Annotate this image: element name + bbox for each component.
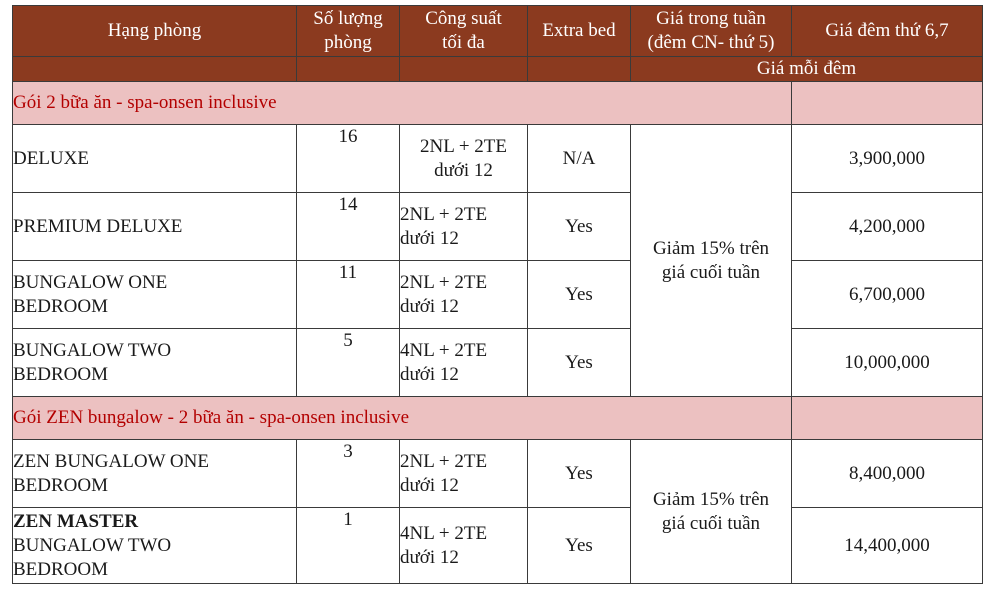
- header-capacity-line-1: Công suất: [425, 8, 502, 29]
- room-name-bold: ZEN MASTER: [13, 510, 139, 532]
- room-name-line: BUNGALOW TWO: [13, 339, 172, 361]
- subheader-row: [13, 57, 983, 82]
- room-name-line: BUNGALOW TWO: [13, 534, 172, 556]
- header-room-count: [297, 6, 400, 57]
- room-rate-table: [12, 5, 983, 584]
- room-name: [13, 125, 297, 193]
- room-name: [13, 193, 297, 261]
- room-qty: 5: [297, 329, 400, 397]
- subheader-price-per-night: Giá mỗi đêm: [631, 57, 983, 82]
- room-capacity-line: 4NL + 2TE: [400, 339, 488, 361]
- room-capacity: [400, 125, 528, 193]
- room-name-line: BEDROOM: [13, 363, 109, 385]
- header-weekday-price-line-2: (đêm CN- thứ 5): [647, 32, 775, 53]
- weekday-discount: [631, 125, 792, 397]
- header-capacity: [400, 6, 528, 57]
- header-capacity-line-2: tối đa: [442, 32, 485, 53]
- weekday-discount-line: giá cuối tuần: [661, 261, 761, 283]
- room-extra-bed: Yes: [528, 508, 631, 584]
- package-title: Gói 2 bữa ăn - spa-onsen inclusive: [13, 82, 792, 125]
- room-capacity-line: dưới 12: [434, 159, 493, 181]
- room-qty: 14: [297, 193, 400, 261]
- room-capacity-line: dưới 12: [400, 295, 459, 317]
- room-name-line: BUNGALOW ONE: [13, 271, 168, 293]
- room-capacity-line: dưới 12: [400, 363, 459, 385]
- room-capacity: [400, 193, 528, 261]
- room-qty: 3: [297, 440, 400, 508]
- room-price: 3,900,000: [792, 125, 983, 193]
- room-capacity-line: dưới 12: [400, 546, 459, 568]
- room-extra-bed: Yes: [528, 193, 631, 261]
- room-price: 14,400,000: [792, 508, 983, 584]
- room-qty: 11: [297, 261, 400, 329]
- header-room-type: Hạng phòng: [13, 6, 297, 57]
- header-weekend-price: Giá đêm thứ 6,7: [792, 6, 983, 57]
- weekday-discount-line: Giảm 15% trên: [652, 237, 770, 259]
- room-capacity-line: 4NL + 2TE: [400, 522, 488, 544]
- weekday-discount-line: Giảm 15% trên: [652, 488, 770, 510]
- room-capacity: [400, 440, 528, 508]
- room-name-line: BEDROOM: [13, 558, 109, 580]
- room-qty: 1: [297, 508, 400, 584]
- table-row: [13, 508, 983, 584]
- room-capacity: [400, 329, 528, 397]
- room-extra-bed: Yes: [528, 440, 631, 508]
- room-price: 10,000,000: [792, 329, 983, 397]
- room-name-line: PREMIUM DELUXE: [13, 215, 183, 237]
- table-row: [13, 125, 983, 193]
- room-name-line: BEDROOM: [13, 295, 109, 317]
- room-price: 4,200,000: [792, 193, 983, 261]
- header-row: [13, 6, 983, 57]
- room-qty: 16: [297, 125, 400, 193]
- table-row: [13, 193, 983, 261]
- room-capacity-line: 2NL + 2TE: [400, 203, 488, 225]
- package-row: [13, 397, 983, 440]
- room-price: 6,700,000: [792, 261, 983, 329]
- header-extra-bed: Extra bed: [528, 6, 631, 57]
- package-title-empty: [792, 397, 983, 440]
- header-weekday-price: [631, 6, 792, 57]
- room-capacity-line: dưới 12: [400, 474, 459, 496]
- room-capacity-line: dưới 12: [400, 227, 459, 249]
- subheader-empty: [13, 57, 297, 82]
- table-row: [13, 440, 983, 508]
- room-capacity-line: 2NL + 2TE: [419, 135, 508, 157]
- header-room-count-line-2: phòng: [324, 32, 372, 53]
- room-price: 8,400,000: [792, 440, 983, 508]
- subheader-empty: [528, 57, 631, 82]
- package-row: [13, 82, 983, 125]
- room-name-line: DELUXE: [13, 147, 89, 169]
- room-capacity-line: 2NL + 2TE: [400, 450, 488, 472]
- subheader-empty: [400, 57, 528, 82]
- table-row: [13, 329, 983, 397]
- header-room-count-line-1: Số lượng: [313, 8, 383, 29]
- room-capacity: [400, 508, 528, 584]
- room-name: [13, 508, 297, 584]
- rate-table-container: [12, 5, 983, 584]
- package-title: Gói ZEN bungalow - 2 bữa ăn - spa-onsen inclusive: [13, 397, 792, 440]
- header-weekday-price-line-1: Giá trong tuần: [656, 8, 766, 29]
- room-capacity: [400, 261, 528, 329]
- weekday-discount-line: giá cuối tuần: [661, 512, 761, 534]
- room-name: [13, 261, 297, 329]
- subheader-empty: [297, 57, 400, 82]
- room-extra-bed: Yes: [528, 329, 631, 397]
- room-extra-bed: N/A: [528, 125, 631, 193]
- room-capacity-line: 2NL + 2TE: [400, 271, 488, 293]
- table-row: [13, 261, 983, 329]
- weekday-discount: [631, 440, 792, 584]
- room-name: [13, 440, 297, 508]
- room-name-line: BEDROOM: [13, 474, 109, 496]
- room-name-line: ZEN BUNGALOW ONE: [13, 450, 209, 472]
- room-extra-bed: Yes: [528, 261, 631, 329]
- room-name: [13, 329, 297, 397]
- package-title-empty: [792, 82, 983, 125]
